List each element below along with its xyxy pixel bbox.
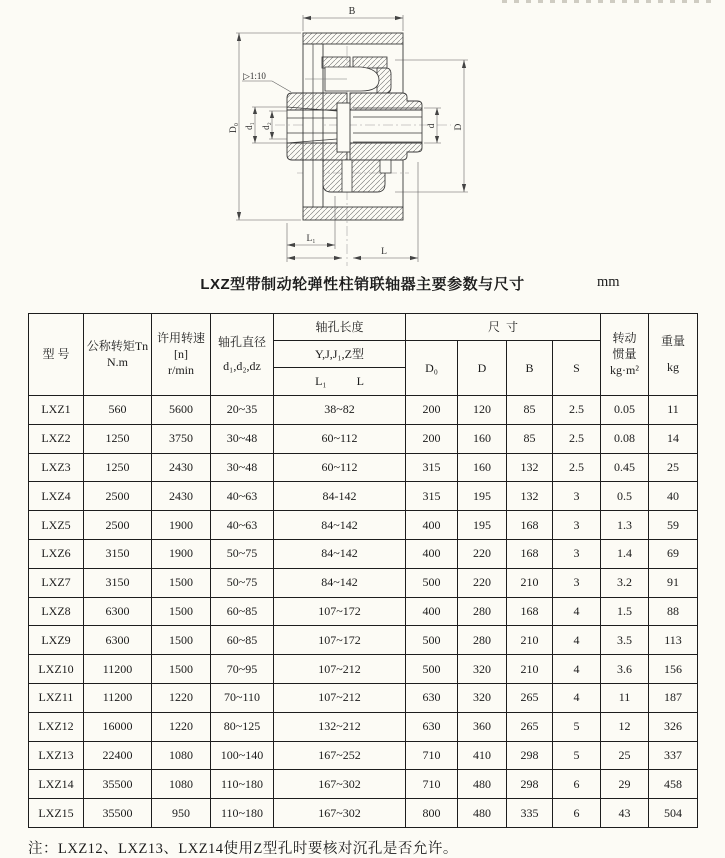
- cell-weight: 69: [649, 539, 698, 568]
- cell-model: LXZ12: [29, 712, 84, 741]
- cell-weight: 88: [649, 597, 698, 626]
- cell-B: 265: [507, 712, 553, 741]
- dim-label-d: d: [427, 123, 437, 129]
- cell-weight: 14: [649, 424, 698, 453]
- cell-inertia: 0.45: [601, 453, 649, 482]
- cell-bore-diameter: 60~85: [211, 597, 274, 626]
- cell-bore-diameter: 70~95: [211, 655, 274, 684]
- cell-bore-length: 84~142: [274, 539, 406, 568]
- cell-S: 2.5: [553, 453, 601, 482]
- cell-torque: 2500: [84, 482, 152, 511]
- header-dimensions: 尺寸: [406, 314, 601, 341]
- cell-inertia: 25: [601, 741, 649, 770]
- cell-S: 3: [553, 511, 601, 540]
- cell-model: LXZ1: [29, 396, 84, 425]
- footnote: 注：LXZ12、LXZ13、LXZ14使用Z型孔时要核对沉孔是否允许。: [28, 841, 458, 857]
- header-B: B: [507, 341, 553, 396]
- cell-bore-length: 38~82: [274, 396, 406, 425]
- header-speed-line2: [n]: [174, 347, 188, 361]
- table-row: [29, 568, 698, 597]
- dim-label-d2: d₂: [261, 122, 271, 130]
- cell-torque: 35500: [84, 770, 152, 799]
- cell-inertia: 3.2: [601, 568, 649, 597]
- cell-model: LXZ9: [29, 626, 84, 655]
- cell-D: 195: [458, 511, 507, 540]
- cell-S: 5: [553, 712, 601, 741]
- parameters-table: [28, 313, 698, 828]
- cell-bore-length: 107~212: [274, 683, 406, 712]
- cell-inertia: 1.3: [601, 511, 649, 540]
- cell-B: 210: [507, 568, 553, 597]
- cell-D: 220: [458, 568, 507, 597]
- table-row: [29, 597, 698, 626]
- table-row: [29, 799, 698, 828]
- table-row: [29, 424, 698, 453]
- cell-D: 360: [458, 712, 507, 741]
- cell-model: LXZ10: [29, 655, 84, 684]
- cell-inertia: 12: [601, 712, 649, 741]
- header-bore-dia-line1: 轴孔直径: [217, 335, 266, 349]
- cell-bore-diameter: 70~110: [211, 683, 274, 712]
- cell-B: 210: [507, 655, 553, 684]
- cell-bore-diameter: 100~140: [211, 741, 274, 770]
- cell-B: 168: [507, 511, 553, 540]
- header-D: D: [458, 341, 507, 396]
- cell-B: 132: [507, 482, 553, 511]
- cell-B: 85: [507, 396, 553, 425]
- cell-bore-diameter: 20~35: [211, 396, 274, 425]
- cell-bore-length: 107~172: [274, 626, 406, 655]
- cell-B: 210: [507, 626, 553, 655]
- cell-bore-diameter: 50~75: [211, 568, 274, 597]
- cell-D0: 710: [406, 770, 458, 799]
- cell-speed: 1500: [152, 597, 211, 626]
- cell-D: 160: [458, 424, 507, 453]
- header-torque: [84, 314, 152, 396]
- coupling-cross-section-drawing: [225, 0, 725, 270]
- cell-inertia: 1.4: [601, 539, 649, 568]
- cell-S: 6: [553, 770, 601, 799]
- header-model: 型 号: [29, 314, 84, 396]
- dim-label-D0: D₀: [229, 122, 239, 134]
- cell-model: LXZ8: [29, 597, 84, 626]
- header-weight-line1: 重量: [661, 334, 686, 348]
- table-row: [29, 741, 698, 770]
- cell-torque: 22400: [84, 741, 152, 770]
- cell-S: 2.5: [553, 396, 601, 425]
- cell-weight: 40: [649, 482, 698, 511]
- cell-B: 298: [507, 770, 553, 799]
- cell-bore-diameter: 30~48: [211, 424, 274, 453]
- cell-bore-length: 60~112: [274, 453, 406, 482]
- cell-D0: 500: [406, 655, 458, 684]
- cell-B: 168: [507, 597, 553, 626]
- header-weight: [649, 314, 698, 396]
- cell-inertia: 3.6: [601, 655, 649, 684]
- cell-D: 195: [458, 482, 507, 511]
- cell-D: 320: [458, 683, 507, 712]
- cell-D0: 800: [406, 799, 458, 828]
- dim-label-d1: d₁: [244, 122, 254, 130]
- table-row: [29, 626, 698, 655]
- cell-bore-length: 84-142: [274, 482, 406, 511]
- dimension-arrows: [237, 16, 466, 260]
- cell-S: 4: [553, 597, 601, 626]
- cell-torque: 3150: [84, 568, 152, 597]
- header-bore-dia-line2: d₁,d₂,dz: [223, 359, 261, 373]
- cell-torque: 11200: [84, 655, 152, 684]
- cell-speed: 2430: [152, 453, 211, 482]
- header-torque-line2: N.m: [107, 355, 128, 369]
- cell-S: 3: [553, 539, 601, 568]
- table-row: [29, 770, 698, 799]
- cell-speed: 1500: [152, 626, 211, 655]
- cell-inertia: 1.5: [601, 597, 649, 626]
- cell-weight: 326: [649, 712, 698, 741]
- cell-weight: 113: [649, 626, 698, 655]
- cell-S: 2.5: [553, 424, 601, 453]
- cell-D0: 500: [406, 568, 458, 597]
- cell-model: LXZ4: [29, 482, 84, 511]
- taper-label: ▷1:10: [243, 71, 266, 81]
- cell-S: 4: [553, 626, 601, 655]
- cell-inertia: 29: [601, 770, 649, 799]
- cell-S: 6: [553, 799, 601, 828]
- header-L1: L₁: [315, 374, 327, 388]
- cell-weight: 11: [649, 396, 698, 425]
- cell-model: LXZ13: [29, 741, 84, 770]
- cell-S: 4: [553, 683, 601, 712]
- cell-bore-diameter: 60~85: [211, 626, 274, 655]
- dimension-lines: [236, 15, 468, 262]
- cell-B: 335: [507, 799, 553, 828]
- cell-speed: 1080: [152, 741, 211, 770]
- header-inertia: [601, 314, 649, 396]
- cell-speed: 2430: [152, 482, 211, 511]
- cell-D0: 200: [406, 424, 458, 453]
- cell-torque: 35500: [84, 799, 152, 828]
- cell-D0: 315: [406, 482, 458, 511]
- cell-inertia: 0.5: [601, 482, 649, 511]
- cell-bore-length: 60~112: [274, 424, 406, 453]
- title-row: [0, 273, 725, 293]
- elastic-pin: [337, 103, 350, 152]
- header-weight-line2: kg: [667, 360, 680, 374]
- cell-torque: 16000: [84, 712, 152, 741]
- cell-torque: 2500: [84, 511, 152, 540]
- dim-label-B: B: [348, 6, 356, 17]
- cell-bore-length: 167~302: [274, 770, 406, 799]
- cell-speed: 3750: [152, 424, 211, 453]
- cell-model: LXZ15: [29, 799, 84, 828]
- table-row: [29, 683, 698, 712]
- cell-D: 280: [458, 626, 507, 655]
- cell-D0: 400: [406, 597, 458, 626]
- cell-speed: 1080: [152, 770, 211, 799]
- cell-D: 280: [458, 597, 507, 626]
- cell-bore-length: 107~212: [274, 655, 406, 684]
- cell-model: LXZ14: [29, 770, 84, 799]
- header-L1-L: [274, 368, 406, 396]
- table-header: [29, 314, 698, 396]
- cell-D0: 630: [406, 712, 458, 741]
- cell-model: LXZ7: [29, 568, 84, 597]
- cell-model: LXZ5: [29, 511, 84, 540]
- header-inertia-line2: 惯量: [612, 347, 637, 361]
- cell-speed: 950: [152, 799, 211, 828]
- cell-weight: 337: [649, 741, 698, 770]
- cell-D0: 200: [406, 396, 458, 425]
- cell-torque: 1250: [84, 424, 152, 453]
- cell-weight: 458: [649, 770, 698, 799]
- cell-S: 5: [553, 741, 601, 770]
- cell-speed: 1500: [152, 568, 211, 597]
- unit-label: mm: [597, 274, 620, 290]
- cell-speed: 1500: [152, 655, 211, 684]
- cell-D: 220: [458, 539, 507, 568]
- cell-D: 320: [458, 655, 507, 684]
- cell-inertia: 43: [601, 799, 649, 828]
- header-bore-types: Y,J,J₁,Z型: [274, 341, 406, 368]
- table-row: [29, 655, 698, 684]
- cell-B: 132: [507, 453, 553, 482]
- header-D0: D₀: [406, 341, 458, 396]
- cell-inertia: 0.05: [601, 396, 649, 425]
- table-row: [29, 712, 698, 741]
- table-row: [29, 511, 698, 540]
- header-bore-length: 轴孔长度: [274, 314, 406, 341]
- cell-weight: 25: [649, 453, 698, 482]
- cell-D0: 400: [406, 511, 458, 540]
- cell-D: 160: [458, 453, 507, 482]
- cell-speed: 1900: [152, 511, 211, 540]
- header-bore-diameter: [211, 314, 274, 396]
- cell-S: 3: [553, 482, 601, 511]
- cell-torque: 3150: [84, 539, 152, 568]
- cell-bore-length: 84~142: [274, 511, 406, 540]
- cell-D: 480: [458, 799, 507, 828]
- cell-torque: 6300: [84, 626, 152, 655]
- cell-D0: 400: [406, 539, 458, 568]
- cell-speed: 1900: [152, 539, 211, 568]
- cell-torque: 11200: [84, 683, 152, 712]
- cell-D: 410: [458, 741, 507, 770]
- cell-D0: 315: [406, 453, 458, 482]
- cell-bore-diameter: 80~125: [211, 712, 274, 741]
- cell-torque: 1250: [84, 453, 152, 482]
- cell-bore-length: 84~142: [274, 568, 406, 597]
- cell-bore-length: 167~252: [274, 741, 406, 770]
- cell-D0: 710: [406, 741, 458, 770]
- cell-D0: 500: [406, 626, 458, 655]
- cell-B: 85: [507, 424, 553, 453]
- cell-D0: 630: [406, 683, 458, 712]
- cell-D: 480: [458, 770, 507, 799]
- cell-torque: 560: [84, 396, 152, 425]
- cell-bore-length: 107~172: [274, 597, 406, 626]
- cell-inertia: 3.5: [601, 626, 649, 655]
- cell-model: LXZ3: [29, 453, 84, 482]
- header-inertia-line1: 转动: [612, 331, 637, 345]
- cell-bore-diameter: 30~48: [211, 453, 274, 482]
- cell-model: LXZ2: [29, 424, 84, 453]
- cell-B: 265: [507, 683, 553, 712]
- cell-speed: 5600: [152, 396, 211, 425]
- table-row: [29, 539, 698, 568]
- cell-torque: 6300: [84, 597, 152, 626]
- header-torque-line1: 公称转矩Tn: [86, 339, 149, 353]
- table-title: LXZ型带制动轮弹性柱销联轴器主要参数与尺寸: [200, 276, 525, 293]
- header-speed-line3: r/min: [168, 363, 194, 377]
- cell-weight: 91: [649, 568, 698, 597]
- cell-inertia: 11: [601, 683, 649, 712]
- table-row: [29, 396, 698, 425]
- dim-label-D: D: [454, 123, 464, 131]
- cell-B: 298: [507, 741, 553, 770]
- cell-weight: 504: [649, 799, 698, 828]
- cell-bore-diameter: 110~180: [211, 770, 274, 799]
- cell-bore-diameter: 40~63: [211, 511, 274, 540]
- cell-bore-diameter: 40~63: [211, 482, 274, 511]
- cell-weight: 187: [649, 683, 698, 712]
- cell-bore-length: 132~212: [274, 712, 406, 741]
- cell-speed: 1220: [152, 683, 211, 712]
- header-S: S: [553, 341, 601, 396]
- cell-bore-length: 167~302: [274, 799, 406, 828]
- cell-bore-diameter: 50~75: [211, 539, 274, 568]
- header-speed-line1: 许用转速: [156, 331, 205, 345]
- cell-S: 3: [553, 568, 601, 597]
- cell-speed: 1220: [152, 712, 211, 741]
- header-inertia-line3: kg·m²: [610, 363, 639, 377]
- cell-bore-diameter: 110~180: [211, 799, 274, 828]
- cell-weight: 156: [649, 655, 698, 684]
- cell-S: 4: [553, 655, 601, 684]
- table-row: [29, 453, 698, 482]
- cell-D: 120: [458, 396, 507, 425]
- cell-inertia: 0.08: [601, 424, 649, 453]
- header-speed: [152, 314, 211, 396]
- cell-weight: 59: [649, 511, 698, 540]
- header-L: L: [356, 374, 364, 388]
- cell-model: LXZ11: [29, 683, 84, 712]
- cell-model: LXZ6: [29, 539, 84, 568]
- table-row: [29, 482, 698, 511]
- table-body: [29, 396, 698, 828]
- dim-label-L: L: [381, 247, 387, 257]
- dim-label-L1: L₁: [306, 234, 316, 244]
- cell-B: 168: [507, 539, 553, 568]
